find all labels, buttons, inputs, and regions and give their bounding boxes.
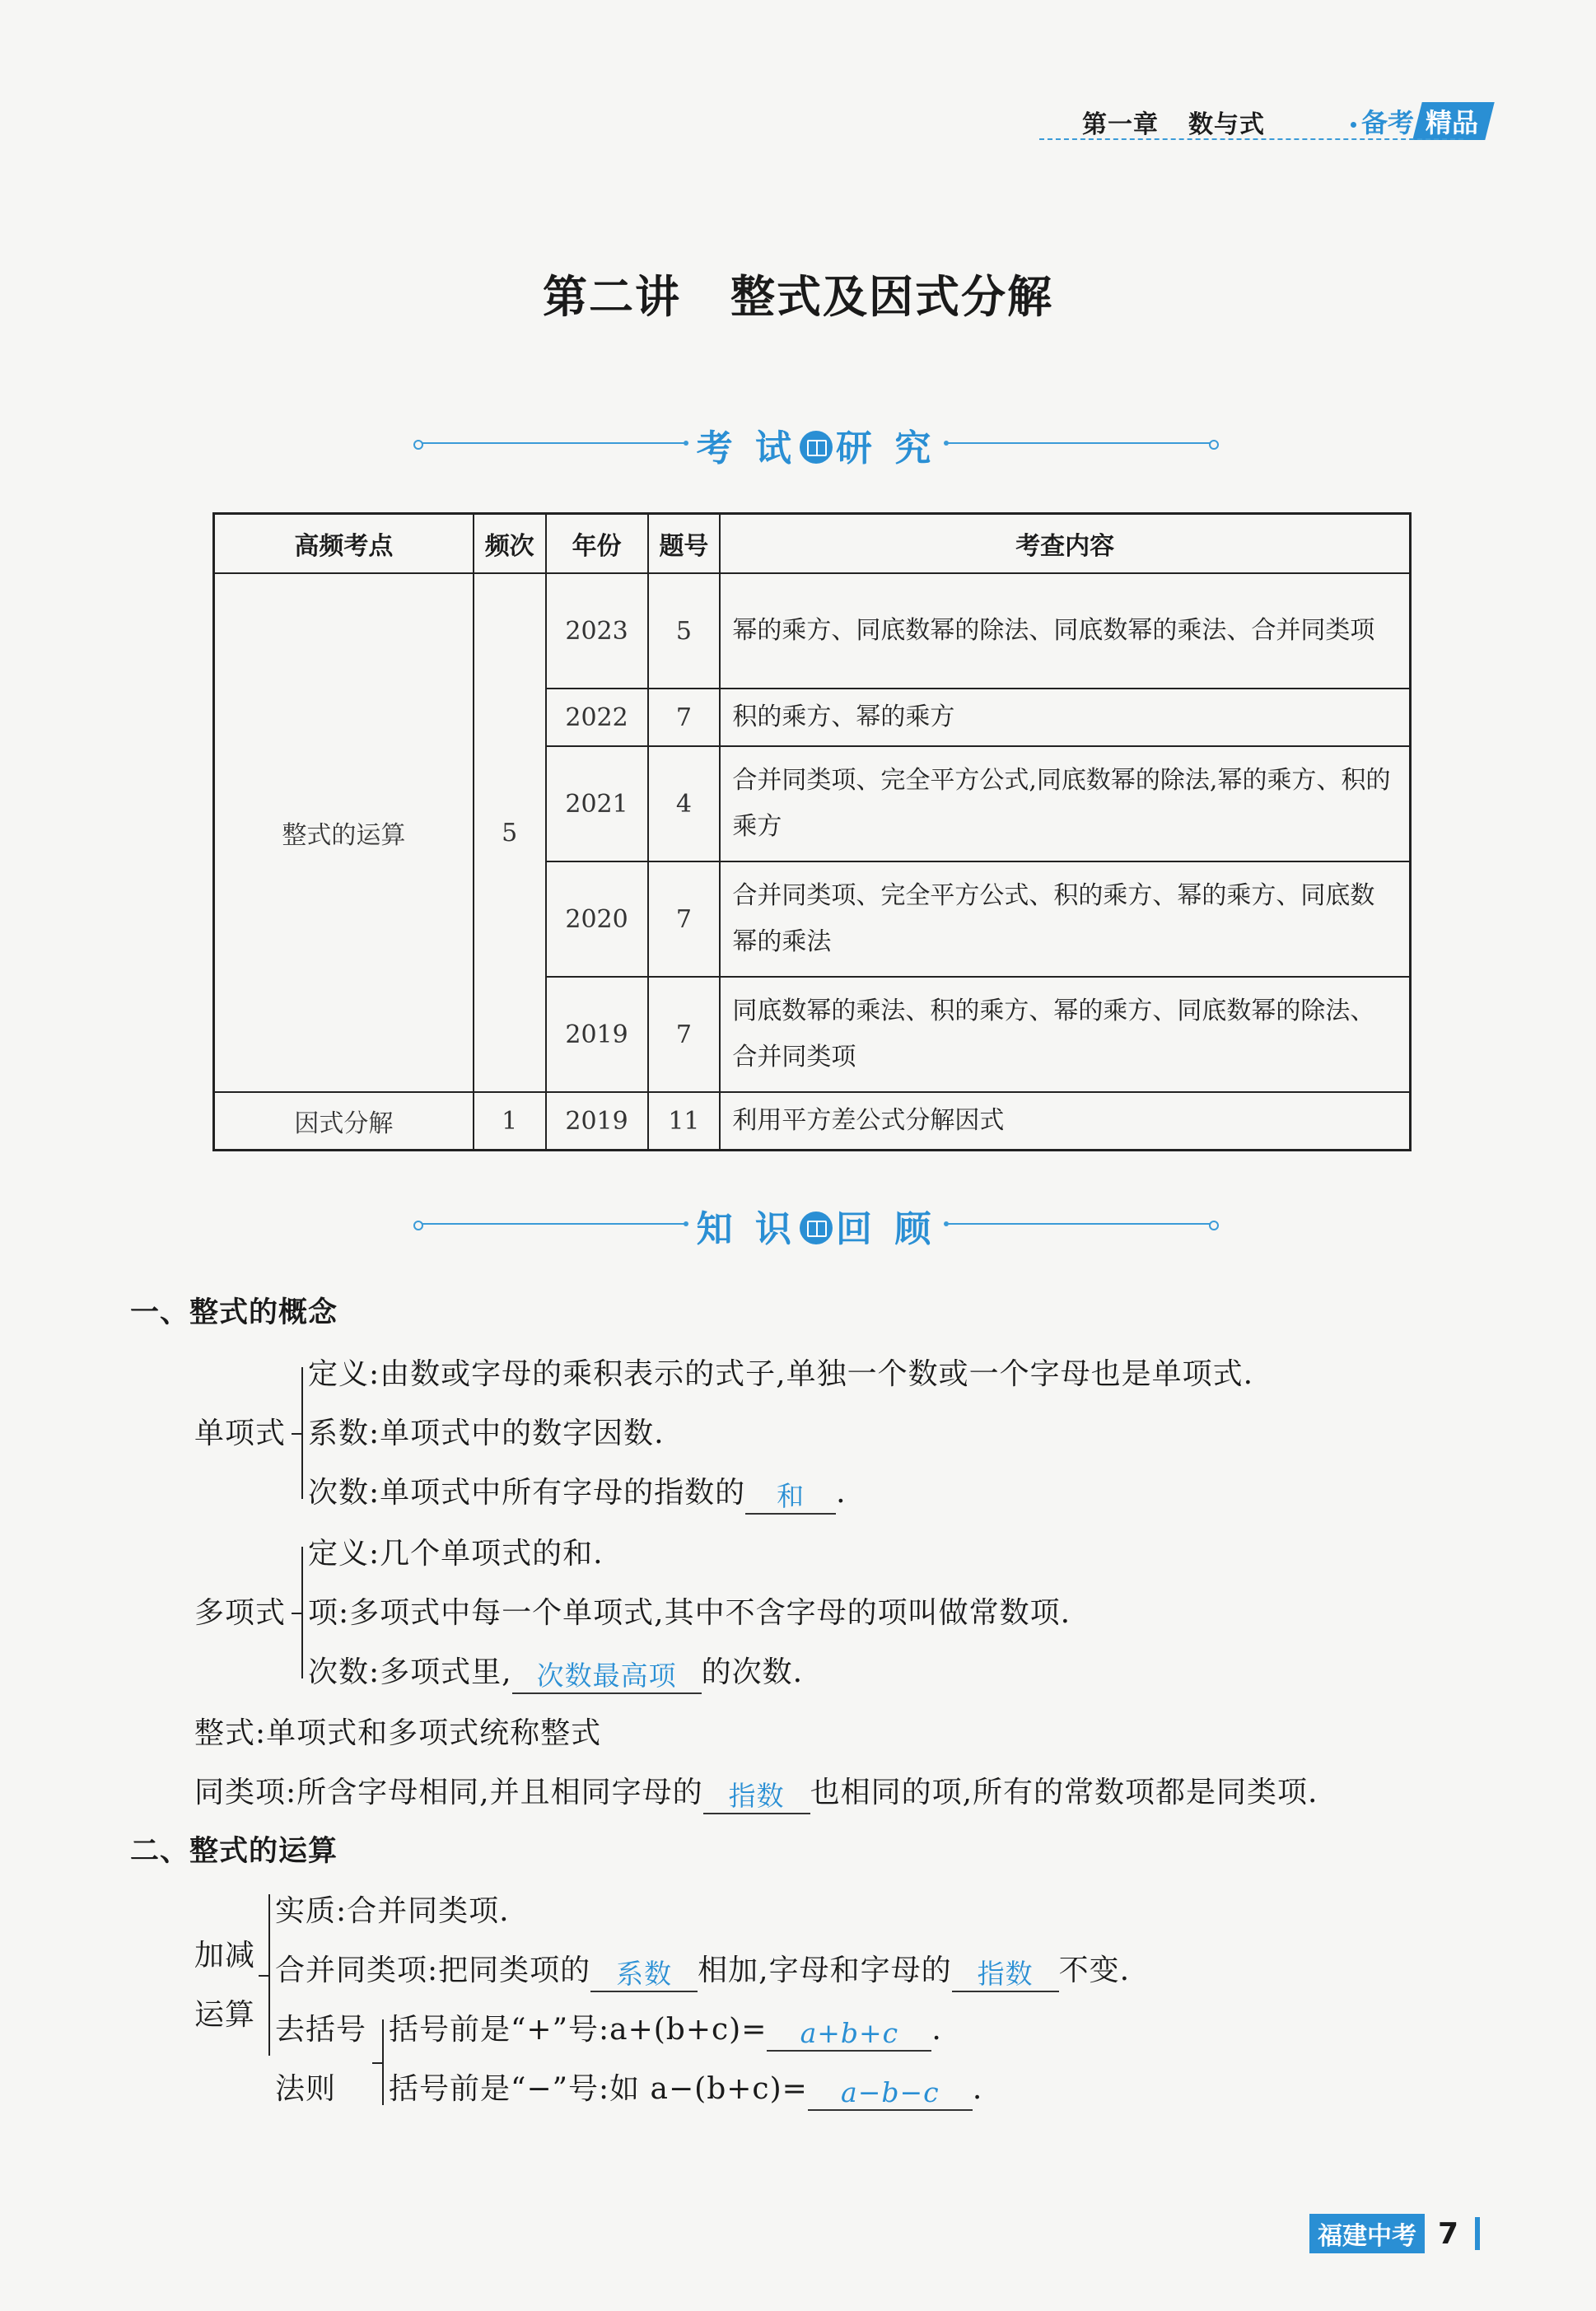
header-question-number: 题号 [648,514,721,574]
number-cell: 7 [648,977,721,1092]
number-cell: 7 [648,689,721,746]
add-sub-label-1: 加减 [194,1939,256,1973]
bracket-label-2: 法则 [275,2072,337,2106]
monomial-label: 单项式 [194,1417,287,1450]
number-cell: 7 [648,861,721,977]
polynomial-term: 项:多项式中每一个单项式,其中不含字母的项叫做常数项. [308,1596,1071,1630]
combine-end: 不变. [1058,1954,1131,1987]
table-row [214,573,1411,689]
lecture-number: 第二讲 [543,270,681,323]
monomial-definition: 定义:由数或字母的乘积表示的式子,单独一个数或一个字母也是单项式. [308,1357,1254,1391]
table-row [214,1092,1411,1151]
content-cell: 合并同类项、完全平方公式、积的乘方、幂的乘方、同底数幂的乘法 [720,861,1410,977]
banner-review-title [692,1199,940,1252]
brand-logo [1351,102,1490,140]
brand-tag-text: 精品 [1426,107,1479,138]
year-cell: 2020 [546,861,648,977]
minus-rule-text: 括号前是“−”号:如 a−(b+c)= [389,2072,808,2106]
section1-title: 一、整式的概念 [130,1296,338,1329]
essence-text: 实质:合并同类项. [275,1894,510,1928]
section2-title: 二、整式的运算 [130,1835,338,1868]
header-year: 年份 [546,514,648,574]
frequency-cell: 1 [474,1092,546,1151]
plus-bracket-rule [389,2006,942,2052]
banner-review-part-2: 回 顾 [836,1208,936,1250]
book-icon [800,1212,833,1244]
minus-rule-end: . [972,2072,983,2106]
banner-exam-title [692,418,940,471]
dot-icon [1351,122,1356,128]
polynomial-definition: 定义:几个单项式的和. [308,1537,604,1571]
like-terms-end: 也相同的项,所有的常数项都是同类项. [810,1776,1318,1809]
polynomial-degree-end: 的次数. [701,1655,804,1689]
number-cell: 4 [648,746,721,861]
year-cell: 2019 [546,977,648,1092]
banner-exam-research [412,418,1219,468]
banner-rule-left [420,1223,685,1225]
like-terms-definition [194,1769,1318,1814]
content-cell: 利用平方差公式分解因式 [720,1092,1410,1151]
monomial-degree-end: . [836,1476,847,1510]
page-footer [1309,2214,1480,2252]
content-cell: 合并同类项、完全平方公式,同底数幂的除法,幂的乘方、积的乘方 [720,746,1410,861]
year-cell: 2019 [546,1092,648,1151]
chapter-name: 数与式 [1188,110,1265,139]
polynomial-degree [308,1649,803,1694]
monomial-degree [308,1469,847,1515]
answer-blank: 指数 [703,1780,810,1814]
footer-tag: 福建中考 [1309,2214,1425,2253]
minus-bracket-rule [389,2066,982,2111]
monomial-degree-text: 次数:单项式中所有字母的指数的 [308,1476,746,1510]
banner-rule-left [420,442,685,444]
polynomial-degree-text: 次数:多项式里, [308,1655,512,1689]
like-terms-text: 同类项:所含字母相同,并且相同字母的 [194,1776,703,1809]
header-dashed-line [1039,138,1463,140]
chapter-heading [1082,104,1265,140]
lecture-name: 整式及因式分解 [730,270,1053,323]
banner-rule-right [947,442,1212,444]
year-cell: 2022 [546,689,648,746]
number-cell: 5 [648,573,721,689]
content-cell: 同底数幂的乘法、积的乘方、幂的乘方、同底数幂的除法、合并同类项 [720,977,1410,1092]
integral-expression-definition: 整式:单项式和多项式统称整式 [194,1716,602,1750]
banner-knowledge-review [412,1199,1219,1249]
page-number: 7 [1438,2216,1459,2251]
year-cell: 2021 [546,746,648,861]
combine-text: 合并同类项:把同类项的 [275,1954,591,1987]
topic-cell: 因式分解 [214,1092,474,1151]
answer-blank: 和 [745,1480,836,1515]
frequency-cell: 5 [474,573,546,1092]
combine-mid: 相加,字母和字母的 [698,1954,952,1987]
header-content: 考查内容 [720,514,1410,574]
monomial-coefficient: 系数:单项式中的数字因数. [308,1417,665,1450]
combine-like-terms [275,1947,1130,1992]
exam-frequency-table [212,512,1412,1151]
answer-blank: a+b+c [767,2017,931,2052]
year-cell: 2023 [546,573,648,689]
polynomial-label: 多项式 [194,1596,287,1630]
content-cell: 幂的乘方、同底数幂的除法、同底数幂的乘法、合并同类项 [720,573,1410,689]
number-cell: 11 [648,1092,721,1151]
answer-blank: 次数最高项 [512,1660,702,1694]
banner-exam-part-2: 研 究 [836,427,936,469]
add-sub-label-2: 运算 [194,1998,256,2032]
content-cell: 积的乘方、幂的乘方 [720,689,1410,746]
banner-exam-part-1: 考 试 [696,427,796,469]
answer-blank: 系数 [590,1958,698,1992]
plus-rule-text: 括号前是“+”号:a+(b+c)= [389,2013,768,2047]
header-frequency: 频次 [474,514,546,574]
page-header [1039,97,1496,147]
banner-review-part-1: 知 识 [696,1208,796,1250]
table-header-row [214,514,1411,574]
answer-blank: a−b−c [808,2076,973,2111]
banner-rule-right [947,1223,1212,1225]
footer-bar [1475,2217,1480,2250]
topic-cell: 整式的运算 [214,573,474,1092]
book-icon [800,431,833,464]
lecture-title [0,262,1596,325]
header-topic: 高频考点 [214,514,474,574]
chapter-number: 第一章 [1082,110,1159,139]
answer-blank: 指数 [952,1958,1059,1992]
plus-rule-end: . [931,2013,942,2047]
brand-prefix: 备考 [1361,107,1415,138]
brand-tag [1412,102,1494,140]
bracket-label-1: 去括号 [275,2013,367,2047]
